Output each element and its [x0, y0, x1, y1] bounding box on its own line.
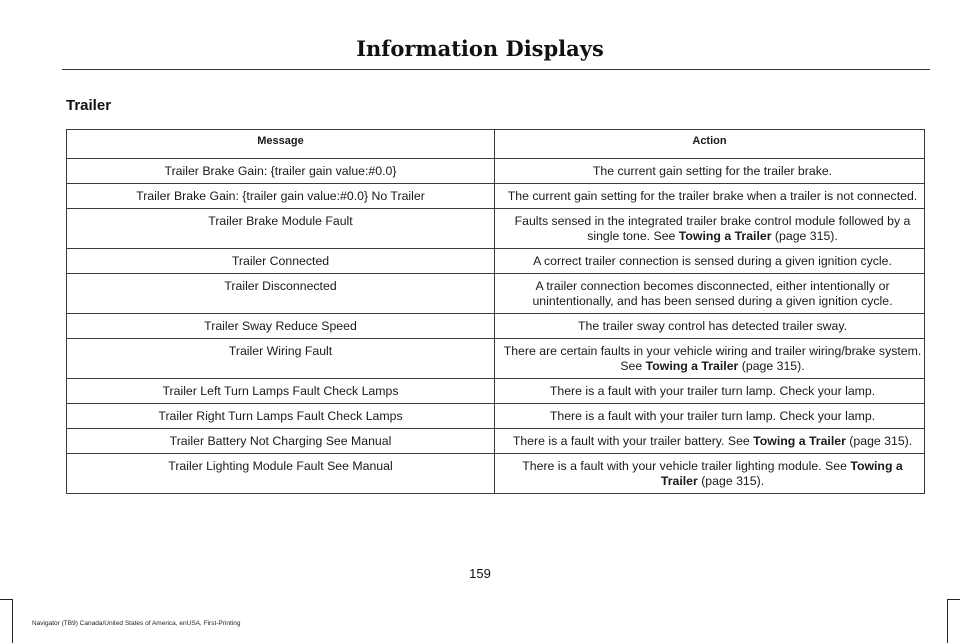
action-text: Faults sensed in the integrated trailer brake control module followed by a single tone. See — [514, 214, 911, 243]
table-row — [67, 209, 925, 249]
action-cell: There is a fault with your trailer turn lamp. Check your lamp. — [495, 404, 925, 429]
page-title: Information Displays — [356, 36, 604, 61]
message-cell: Trailer Connected — [67, 249, 495, 274]
action-cell: There is a fault with your trailer turn lamp. Check your lamp. — [495, 379, 925, 404]
action-cell: The current gain setting for the trailer brake when a trailer is not connected. — [495, 184, 925, 209]
table-row — [67, 184, 925, 209]
cross-reference-link[interactable]: Towing a Trailer — [678, 229, 772, 243]
action-cell — [495, 209, 925, 249]
cross-reference-link[interactable]: Towing a Trailer — [645, 359, 739, 373]
message-cell: Trailer Brake Gain: {trailer gain value:#0.0} — [67, 159, 495, 184]
message-cell: Trailer Right Turn Lamps Fault Check Lamps — [67, 404, 495, 429]
section-title: Trailer — [66, 97, 112, 114]
cross-reference-link[interactable]: Towing a Trailer — [660, 459, 903, 488]
page-reference: (page 315). — [697, 474, 765, 488]
footer-print-info: Navigator (TB9) Canada/United States of America, enUSA, First-Printing — [32, 620, 241, 627]
table-header-row — [67, 130, 925, 159]
table-row — [67, 379, 925, 404]
crop-mark-bottom-right-vertical — [947, 600, 948, 643]
table-row — [67, 339, 925, 379]
page-reference: (page 315). — [845, 434, 913, 448]
page-reference: (page 315). — [771, 229, 838, 243]
action-text: There is a fault with your trailer battery. See — [512, 434, 754, 448]
table-row — [67, 454, 925, 494]
table-row — [67, 159, 925, 184]
action-cell: The current gain setting for the trailer brake. — [495, 159, 925, 184]
table-row — [67, 249, 925, 274]
message-cell: Trailer Lighting Module Fault See Manual — [67, 454, 495, 494]
message-cell: Trailer Brake Gain: {trailer gain value:#0.0} No Trailer — [67, 184, 495, 209]
column-header-action: Action — [495, 130, 925, 159]
action-cell: A trailer connection becomes disconnected, either intentionally or unintentionally, and has been sensed during a given ignition cycle. — [495, 274, 925, 314]
message-cell: Trailer Left Turn Lamps Fault Check Lamps — [67, 379, 495, 404]
action-cell — [495, 339, 925, 379]
action-cell: The trailer sway control has detected trailer sway. — [495, 314, 925, 339]
message-cell: Trailer Disconnected — [67, 274, 495, 314]
action-cell — [495, 454, 925, 494]
table-row — [67, 314, 925, 339]
crop-mark-bottom-right-horizontal — [947, 599, 960, 600]
table-row — [67, 429, 925, 454]
page-reference: (page 315). — [738, 359, 805, 373]
message-cell: Trailer Sway Reduce Speed — [67, 314, 495, 339]
action-text: There is a fault with your vehicle trailer lighting module. See — [522, 459, 851, 473]
cross-reference-link[interactable]: Towing a Trailer — [753, 434, 846, 448]
header-rule — [62, 69, 930, 70]
column-header-message: Message — [67, 130, 495, 159]
page-number: 159 — [469, 566, 491, 581]
table-row — [67, 404, 925, 429]
message-cell: Trailer Battery Not Charging See Manual — [67, 429, 495, 454]
message-cell: Trailer Wiring Fault — [67, 339, 495, 379]
trailer-messages-table — [66, 129, 925, 494]
message-cell: Trailer Brake Module Fault — [67, 209, 495, 249]
action-cell: A correct trailer connection is sensed during a given ignition cycle. — [495, 249, 925, 274]
action-cell — [495, 429, 925, 454]
crop-mark-bottom-left-horizontal — [0, 599, 13, 600]
action-text: There are certain faults in your vehicle wiring and trailer wiring/brake system. See — [503, 344, 922, 373]
crop-mark-bottom-left-vertical — [12, 600, 13, 643]
table-row — [67, 274, 925, 314]
